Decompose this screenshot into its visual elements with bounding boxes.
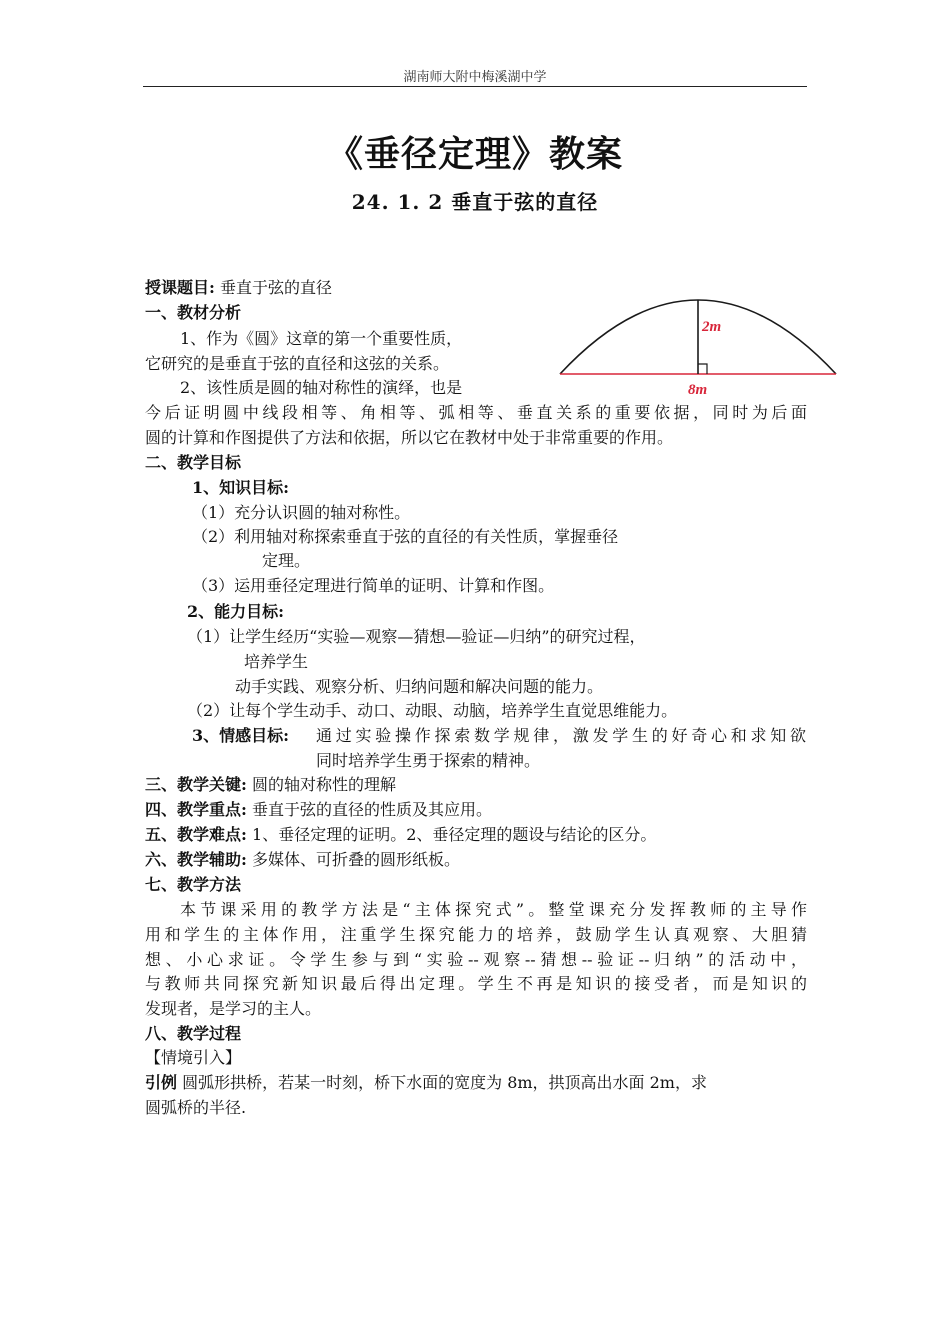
ability-goal-2: （2）让每个学生动手、动口、动眼、动脑，培养学生直觉思维能力。 [187, 701, 678, 720]
knowledge-goal-2a: （2）利用轴对称探索垂直于弦的直径的有关性质，掌握垂径 [192, 527, 619, 546]
section-3-line [145, 773, 396, 797]
section-7-para-1: 本节课采用的教学方法是“主体探究式”。整堂课充分发挥教师的主导作 [180, 900, 807, 919]
arch-bridge-diagram [556, 288, 840, 398]
example-line-2: 圆弧桥的半径. [145, 1098, 247, 1117]
section-4-value: 垂直于弦的直径的性质及其应用。 [246, 800, 493, 819]
section-7-para-2: 用和学生的主体作用，注重学生探究能力的培养，鼓励学生认真观察、大胆猜 [145, 925, 807, 944]
knowledge-goal-3: （3）运用垂径定理进行简单的证明、计算和作图。 [192, 576, 555, 595]
section-4-heading: 四、教学重点: [145, 800, 247, 819]
page-header: 湖南师大附中梅溪湖中学 [403, 70, 547, 85]
section-4-line [145, 798, 492, 822]
topic-line [145, 276, 332, 300]
document-subtitle: 24. 1. 2 垂直于弦的直径 [351, 190, 599, 214]
situation-intro: 【情境引入】 [145, 1048, 242, 1067]
ability-goal-1b: 培养学生 [244, 652, 309, 671]
emotion-goal-1: 通过实验操作探索数学规律，激发学生的好奇心和求知欲 [316, 726, 806, 745]
section-6-line [145, 848, 460, 872]
section-7-para-3: 想、小心求证。令学生参与到“实验--观察--猜想--验证--归纳”的活动中， [145, 950, 807, 969]
section-5-heading: 五、教学难点: [145, 825, 247, 844]
knowledge-goal-1: （1）充分认识圆的轴对称性。 [192, 503, 411, 522]
knowledge-goal-2b: 定理。 [262, 551, 311, 570]
emotion-goals-heading: 3、情感目标: [192, 726, 290, 745]
topic-value: 垂直于弦的直径 [214, 278, 333, 297]
section-6-value: 多媒体、可折叠的圆形纸板。 [246, 850, 461, 869]
knowledge-goals-heading: 1、知识目标: [192, 478, 290, 497]
emotion-goal-2: 同时培养学生勇于探索的精神。 [316, 751, 541, 770]
section-1-line-1: 1、作为《圆》这章的第一个重要性质， [180, 329, 463, 348]
section-1-line-5: 圆的计算和作图提供了方法和依据，所以它在教材中处于非常重要的作用。 [145, 428, 674, 447]
section-5-value: 1、垂径定理的证明。2、垂径定理的题设与结论的区分。 [246, 825, 657, 844]
example-line-1 [145, 1071, 807, 1095]
right-angle-mark [698, 364, 707, 374]
section-6-heading: 六、教学辅助: [145, 850, 247, 869]
ability-goal-1c: 动手实践、观察分析、归纳问题和解决问题的能力。 [235, 677, 604, 696]
ability-goal-1a: （1）让学生经历“实验—观察—猜想—验证—归纳”的研究过程， [187, 627, 646, 646]
section-7-heading: 七、教学方法 [145, 875, 242, 894]
section-7-para-5: 发现者，是学习的主人。 [145, 999, 322, 1018]
section-1-line-3: 2、该性质是圆的轴对称性的演绎，也是 [180, 378, 463, 397]
topic-label: 授课题目: [145, 278, 215, 297]
section-1-heading: 一、教材分析 [145, 303, 242, 322]
header-rule [143, 86, 807, 87]
example-label: 引例 [145, 1073, 178, 1092]
section-1-line-4: 今后证明圆中线段相等、角相等、弧相等、垂直关系的重要依据，同时为后面 [145, 403, 807, 422]
section-3-heading: 三、教学关键: [145, 775, 247, 794]
document-title: 《垂径定理》教案 [326, 133, 623, 175]
section-1-line-2: 它研究的是垂直于弦的直径和这弦的关系。 [145, 354, 450, 373]
section-2-heading: 二、教学目标 [145, 453, 242, 472]
ability-goals-heading: 2、能力目标: [187, 602, 285, 621]
section-3-value: 圆的轴对称性的理解 [246, 775, 397, 794]
section-5-line [145, 823, 656, 847]
height-label: 2m [702, 319, 722, 335]
chord-label: 8m [688, 382, 708, 398]
example-text-1: 圆弧形拱桥，若某一时刻，桥下水面的宽度为 8m，拱顶高出水面 2m，求 [177, 1073, 707, 1092]
section-8-heading: 八、教学过程 [145, 1024, 242, 1043]
section-7-para-4: 与教师共同探究新知识最后得出定理。学生不再是知识的接受者，而是知识的 [145, 974, 807, 993]
